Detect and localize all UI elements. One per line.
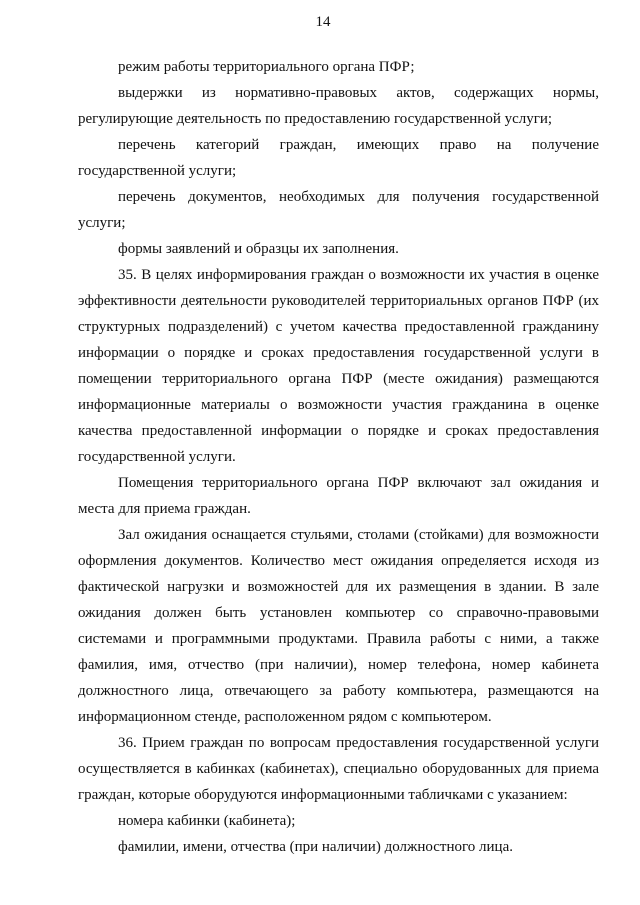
- paragraph-required-documents: перечень документов, необходимых для получения государственной услуги;: [78, 189, 599, 231]
- paragraph-waiting-hall: Зал ожидания оснащается стульями, столами (стойками) для возможности оформления документов. Количество мест ожидания определяется исходя из фактической нагрузки и возможностей для их размещения в здании. В зале ожидания должен быть установлен компьютер со справочно-правовыми системами и программными продуктами. Правила работы с ними, а также фамилия, имя, отчество (при наличии), номер телефона, номер кабинета должностного лица, отвечающего за работу компьютера, размещаются на информационном стенде, расположенном рядом с компьютером.: [78, 527, 599, 725]
- paragraph-work-schedule: режим работы территориального органа ПФР;: [118, 59, 415, 75]
- document-body: [78, 54, 599, 860]
- paragraph-clause-36: 36. Прием граждан по вопросам предоставления государственной услуги осуществляется в кабинках (кабинетах), специально оборудованных для приема граждан, которые оборудуются информационными табличками с указанием:: [78, 735, 599, 803]
- paragraph-official-name: фамилии, имени, отчества (при наличии) должностного лица.: [118, 839, 513, 855]
- paragraph-citizen-categories: перечень категорий граждан, имеющих право на получение государственной услуги;: [78, 137, 599, 179]
- paragraph-premises: Помещения территориального органа ПФР включают зал ожидания и места для приема граждан.: [78, 475, 599, 517]
- paragraph-clause-35: 35. В целях информирования граждан о возможности их участия в оценке эффективности деятельности руководителей территориальных органов ПФР (их структурных подразделений) с учетом качества предоставленной гражданину информации о порядке и сроках предоставления государственной услуги в помещении территориального органа ПФР (месте ожидания) размещаются информационные материалы о возможности участия гражданина в оценке качества предоставленной информации о порядке и сроках предоставления государственной услуги.: [78, 267, 599, 465]
- paragraph-cabin-number: номера кабинки (кабинета);: [118, 813, 296, 829]
- paragraph-application-forms: формы заявлений и образцы их заполнения.: [118, 241, 399, 257]
- page-number: 14: [315, 14, 331, 30]
- paragraph-legal-excerpts: выдержки из нормативно-правовых актов, содержащих нормы, регулирующие деятельность по предоставлению государственной услуги;: [78, 85, 599, 127]
